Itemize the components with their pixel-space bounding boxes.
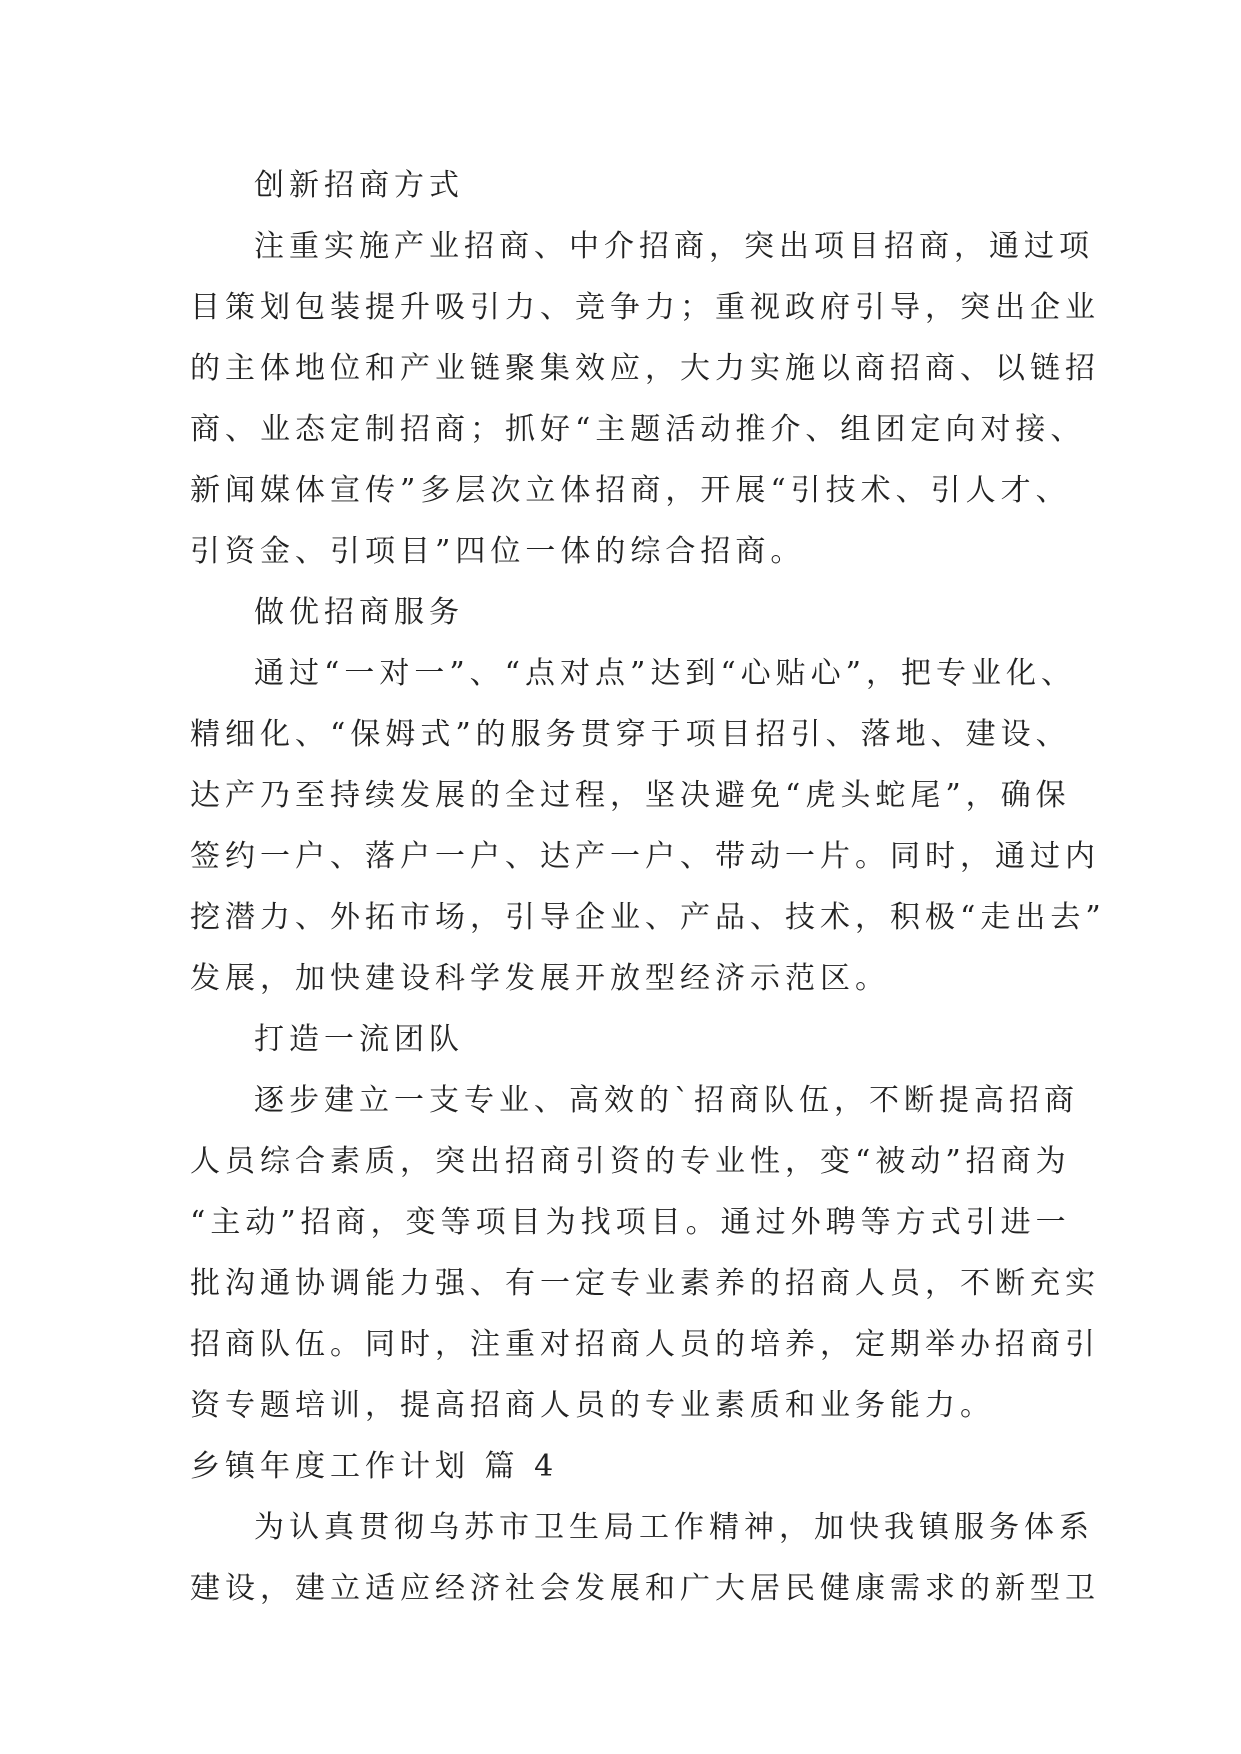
paragraph-line: 引资金、引项目”四位一体的综合招商。	[190, 534, 806, 569]
paragraph-line: 目策划包装提升吸引力、竞争力；重视政府引导，突出企业	[190, 290, 1100, 325]
paragraph-line: 资专题培训，提高招商人员的专业素质和业务能力。	[190, 1388, 995, 1423]
section-heading: 做优招商服务	[254, 595, 464, 630]
paragraph-line: 签约一户、落户一户、达产一户、带动一片。同时，通过内	[190, 839, 1100, 874]
paragraph-line: 商、业态定制招商；抓好“主题活动推介、组团定向对接、	[190, 412, 1086, 447]
paragraph-line: 的主体地位和产业链聚集效应，大力实施以商招商、以链招	[190, 351, 1100, 386]
document-body	[190, 155, 1106, 1619]
section-heading: 打造一流团队	[254, 1022, 464, 1057]
paragraph-line: 新闻媒体宣传”多层次立体招商，开展“引技术、引人才、	[190, 473, 1071, 508]
section-heading: 创新招商方式	[254, 168, 464, 203]
paragraph-line: 逐步建立一支专业、高效的`招商队伍，不断提高招商	[254, 1083, 1079, 1118]
paragraph-line: 挖潜力、外拓市场，引导企业、产品、技术，积极“走出去”	[190, 900, 1106, 935]
paragraph-line: 精细化、“保姆式”的服务贯穿于项目招引、落地、建设、	[190, 717, 1071, 752]
paragraph-line: 招商队伍。同时，注重对招商人员的培养，定期举办招商引	[190, 1327, 1100, 1362]
paragraph-line: 发展，加快建设科学发展开放型经济示范区。	[190, 961, 890, 996]
paragraph-line: 注重实施产业招商、中介招商，突出项目招商，通过项	[254, 229, 1094, 264]
paragraph-line: 为认真贯彻乌苏市卫生局工作精神，加快我镇服务体系	[254, 1510, 1094, 1545]
paragraph-line: 建设，建立适应经济社会发展和广大居民健康需求的新型卫	[190, 1571, 1100, 1606]
paragraph-line: 通过“一对一”、“点对点”达到“心贴心”，把专业化、	[254, 656, 1077, 691]
paragraph-line: “主动”招商，变等项目为找项目。通过外聘等方式引进一	[190, 1205, 1071, 1240]
paragraph-line: 人员综合素质，突出招商引资的专业性，变“被动”招商为	[190, 1144, 1071, 1179]
paragraph-line: 批沟通协调能力强、有一定专业素养的招商人员，不断充实	[190, 1266, 1100, 1301]
article-title: 乡镇年度工作计划 篇 4	[190, 1449, 559, 1484]
paragraph-line: 达产乃至持续发展的全过程，坚决避免“虎头蛇尾”，确保	[190, 778, 1071, 813]
